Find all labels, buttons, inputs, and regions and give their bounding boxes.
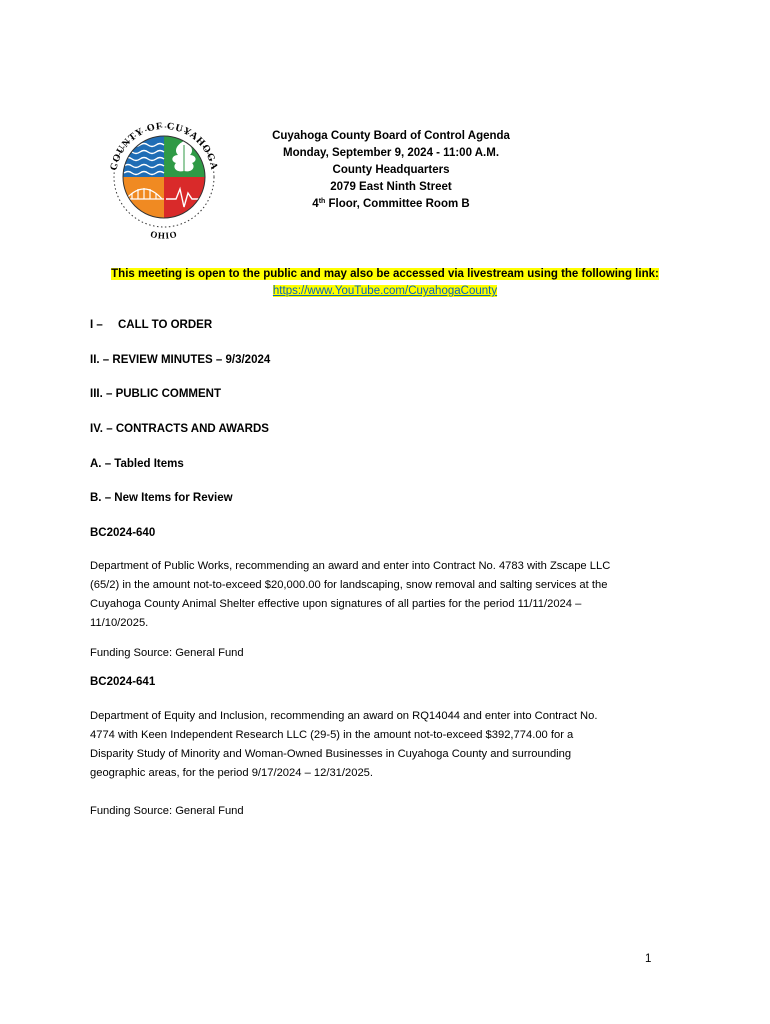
item-line: (65/2) in the amount not-to-exceed $20,000.00 for landscaping, snow removal and salting services at the [90, 579, 608, 591]
section-number: IV. – [90, 423, 113, 435]
section-number: I – [90, 319, 103, 331]
agenda-title: Cuyahoga County Board of Control Agenda [272, 130, 510, 142]
meeting-datetime: Monday, September 9, 2024 - 11:00 A.M. [282, 147, 500, 159]
section-title: REVIEW MINUTES – 9/3/2024 [112, 354, 271, 366]
item-id: BC2024-641 [90, 676, 156, 688]
livestream-link[interactable]: https://www.YouTube.com/CuyahogaCounty [272, 285, 498, 297]
section-title: Tabled Items [114, 458, 184, 470]
section-call-to-order [90, 317, 212, 333]
section-title: New Items for Review [114, 492, 233, 504]
location-name: County Headquarters [332, 164, 450, 176]
item-line: 4774 with Keen Independent Research LLC (29-5) in the amount not-to-exceed $392,774.00 for a [90, 729, 574, 741]
section-title: CALL TO ORDER [118, 319, 213, 331]
section-number: III. – [90, 388, 113, 400]
item-description [90, 707, 690, 783]
item-line: 11/10/2025. [90, 617, 149, 629]
section-public-comment [90, 386, 221, 402]
section-title: CONTRACTS AND AWARDS [115, 423, 269, 435]
seal-top-text: COUNTY OF CUYAHOGA [108, 120, 220, 172]
section-number: II. – [90, 354, 110, 366]
section-contracts-awards [90, 421, 269, 437]
svg-text:OHIO [149, 229, 178, 241]
item-line: geographic areas, for the period 9/17/2024 – 12/31/2025. [90, 767, 374, 779]
seal-bottom-text: OHIO [149, 228, 179, 241]
item-line: Department of Public Works, recommending an award and enter into Contract No. 4783 with Zscape LLC [90, 560, 611, 572]
funding-source: Funding Source: General Fund [90, 805, 244, 817]
section-tabled-items [90, 456, 184, 472]
section-number: A. – [90, 458, 112, 470]
item-line: Cuyahoga County Animal Shelter effective upon signatures of all parties for the period 11/11/2024 – [90, 598, 582, 610]
item-line: Disparity Study of Minority and Woman-Owned Businesses in Cuyahoga County and surrounding [90, 748, 572, 760]
room-name: Floor, Committee Room B [325, 198, 470, 210]
page-number: 1 [645, 953, 652, 965]
livestream-notice [60, 266, 710, 300]
funding-source: Funding Source: General Fund [90, 647, 244, 659]
section-number: B. – [90, 492, 112, 504]
floor-number: 4 [312, 198, 319, 210]
location-address: 2079 East Ninth Street [330, 181, 452, 193]
item-line: Department of Equity and Inclusion, recommending an award on RQ14044 and enter into Contract No. [90, 710, 598, 722]
location-room [250, 196, 532, 213]
floor-suffix: th [318, 198, 326, 205]
section-review-minutes [90, 352, 270, 368]
section-title: PUBLIC COMMENT [115, 388, 221, 400]
item-description [90, 557, 690, 633]
agenda-header [250, 128, 532, 213]
notice-text: This meeting is open to the public and may also be accessed via livestream using the following link: [111, 268, 659, 280]
county-seal-logo [98, 107, 230, 245]
item-id: BC2024-640 [90, 527, 156, 539]
section-new-items [90, 490, 233, 506]
